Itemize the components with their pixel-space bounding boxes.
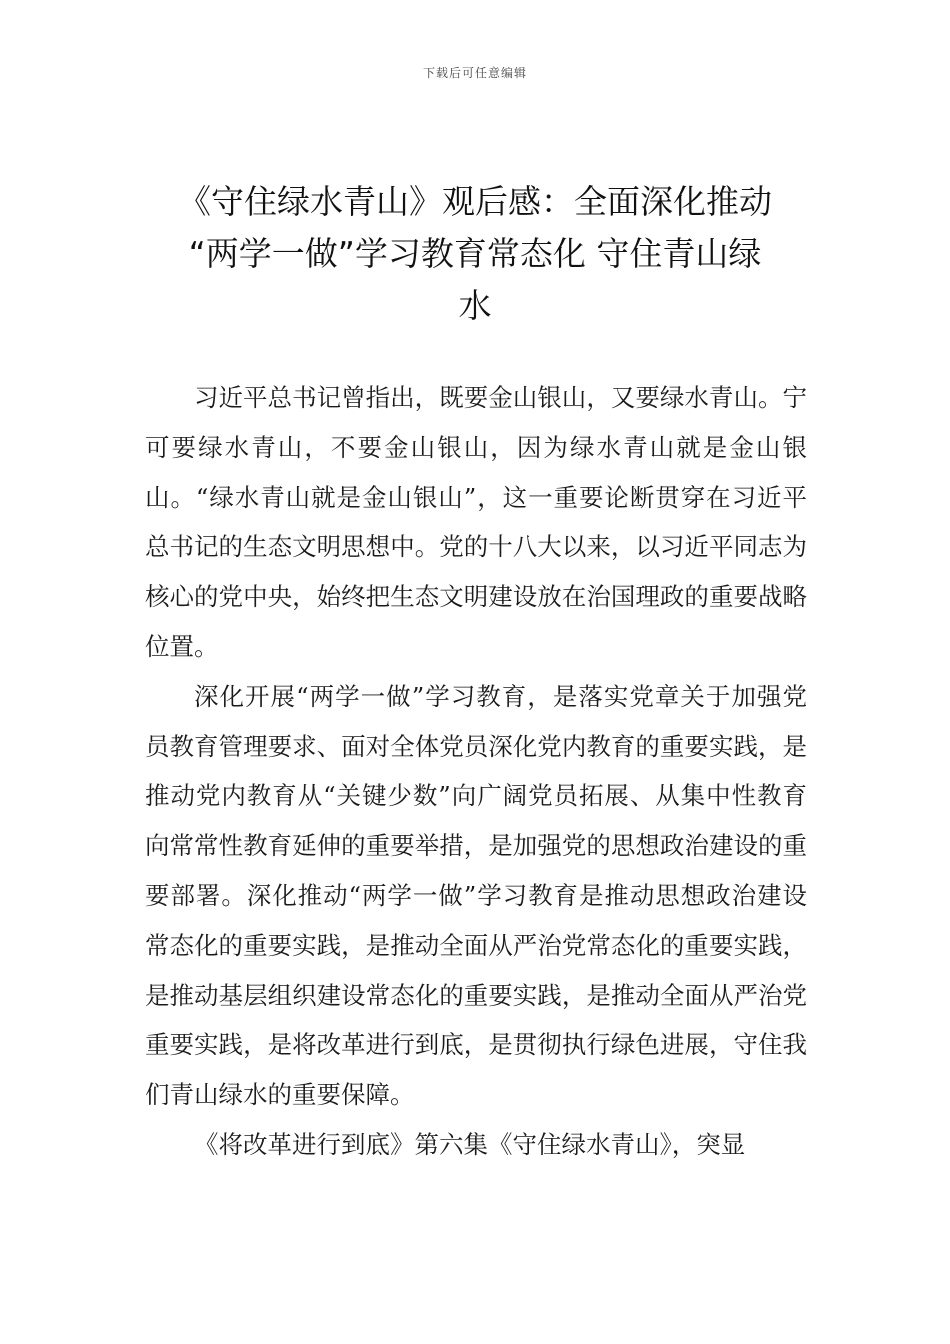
- paragraph-2: 深化开展“两学一做”学习教育，是落实党章关于加强党员教育管理要求、面对全体党员深化党内教育的重要实践，是推动党内教育从“关键少数”向广阔党员拓展、从集中性教育向常常性教育延伸的重要举措，是加强党的思想政治建设的重要部署。深化推动“两学一做”学习教育是推动思想政治建设常态化的重要实践，是推动全面从严治党常态化的重要实践，是推动基层组织建设常态化的重要实践，是推动全面从严治党重要实践，是将改革进行到底，是贯彻执行绿色进展，守住我们青山绿水的重要保障。: [145, 681, 807, 1110]
- paragraph-1: 习近平总书记曾指出，既要金山银山，又要绿水青山。宁可要绿水青山，不要金山银山，因为绿水青山就是金山银山。“绿水青山就是金山银山”，这一重要论断贯穿在习近平总书记的生态文明思想中。党的十八大以来，以习近平同志为核心的党中央，始终把生态文明建设放在治国理政的重要战略位置。: [145, 383, 807, 661]
- title-line-1: 《守住绿水青山》观后感：全面深化推动: [178, 182, 772, 221]
- header-note: 下载后可任意编辑: [422, 66, 527, 80]
- paragraph-3: 《将改革进行到底》第六集《守住绿水青山》，突显: [194, 1129, 746, 1159]
- title-line-3: 水: [458, 286, 492, 325]
- document-title: [145, 176, 805, 332]
- title-line-2: “两学一做”学习教育常态化 守住青山绿: [188, 234, 762, 273]
- document-body: [145, 373, 807, 1170]
